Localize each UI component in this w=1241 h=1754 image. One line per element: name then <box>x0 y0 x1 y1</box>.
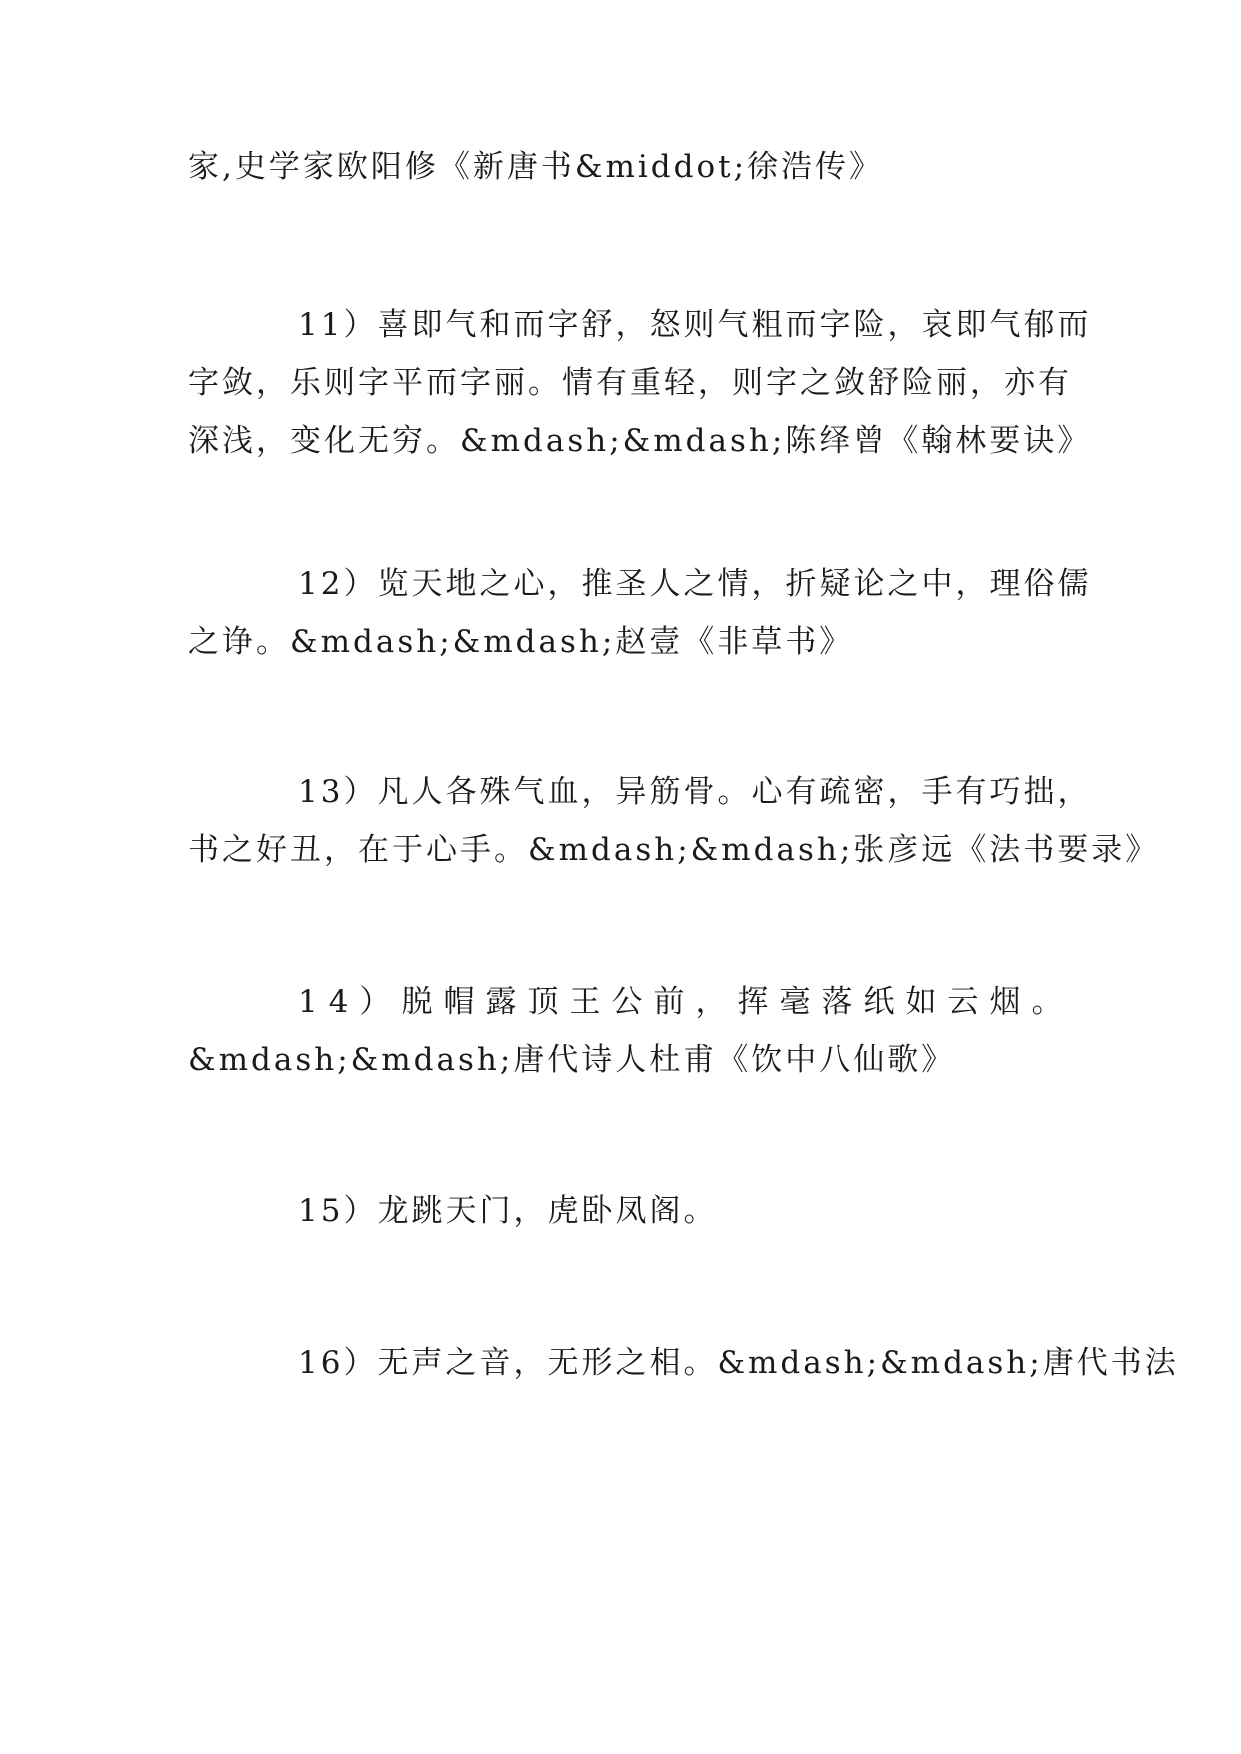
text-line: 书之好丑，在于心手。&mdash;&mdash;张彦远《法书要录》 <box>188 832 1160 868</box>
text-line: 12）览天地之心，推圣人之情，折疑论之中，理俗儒 <box>298 566 1092 602</box>
text-line: 之诤。&mdash;&mdash;赵壹《非草书》 <box>188 624 854 660</box>
text-line: 16）无声之音，无形之相。&mdash;&mdash;唐代书法 <box>298 1345 1179 1381</box>
paragraph-15 <box>188 1182 1048 1240</box>
text-line: 13）凡人各殊气血，异筋骨。心有疏密，手有巧拙， <box>298 774 1092 810</box>
paragraph-14 <box>188 973 1074 1089</box>
paragraph-12 <box>188 555 1092 671</box>
text-line: 家,史学家欧阳修《新唐书&middot;徐浩传》 <box>188 149 884 185</box>
text-line: 深浅，变化无穷。&mdash;&mdash;陈绎曾《翰林要诀》 <box>188 423 1092 459</box>
paragraph-13 <box>188 763 1160 879</box>
text-line: 11）喜即气和而字舒，怒则气粗而字险，哀即气郁而 <box>298 307 1092 343</box>
paragraph-10-continuation <box>188 138 1048 196</box>
text-line: 15）龙跳天门，虎卧凤阁。 <box>298 1193 718 1229</box>
text-line: 字敛，乐则字平而字丽。情有重轻，则字之敛舒险丽，亦有 <box>188 365 1072 401</box>
paragraph-16 <box>188 1334 1179 1392</box>
text-line: &mdash;&mdash;唐代诗人杜甫《饮中八仙歌》 <box>188 1042 956 1078</box>
paragraph-11 <box>188 296 1092 470</box>
text-line: 14）脱帽露顶王公前，挥毫落纸如云烟。 <box>298 984 1074 1020</box>
